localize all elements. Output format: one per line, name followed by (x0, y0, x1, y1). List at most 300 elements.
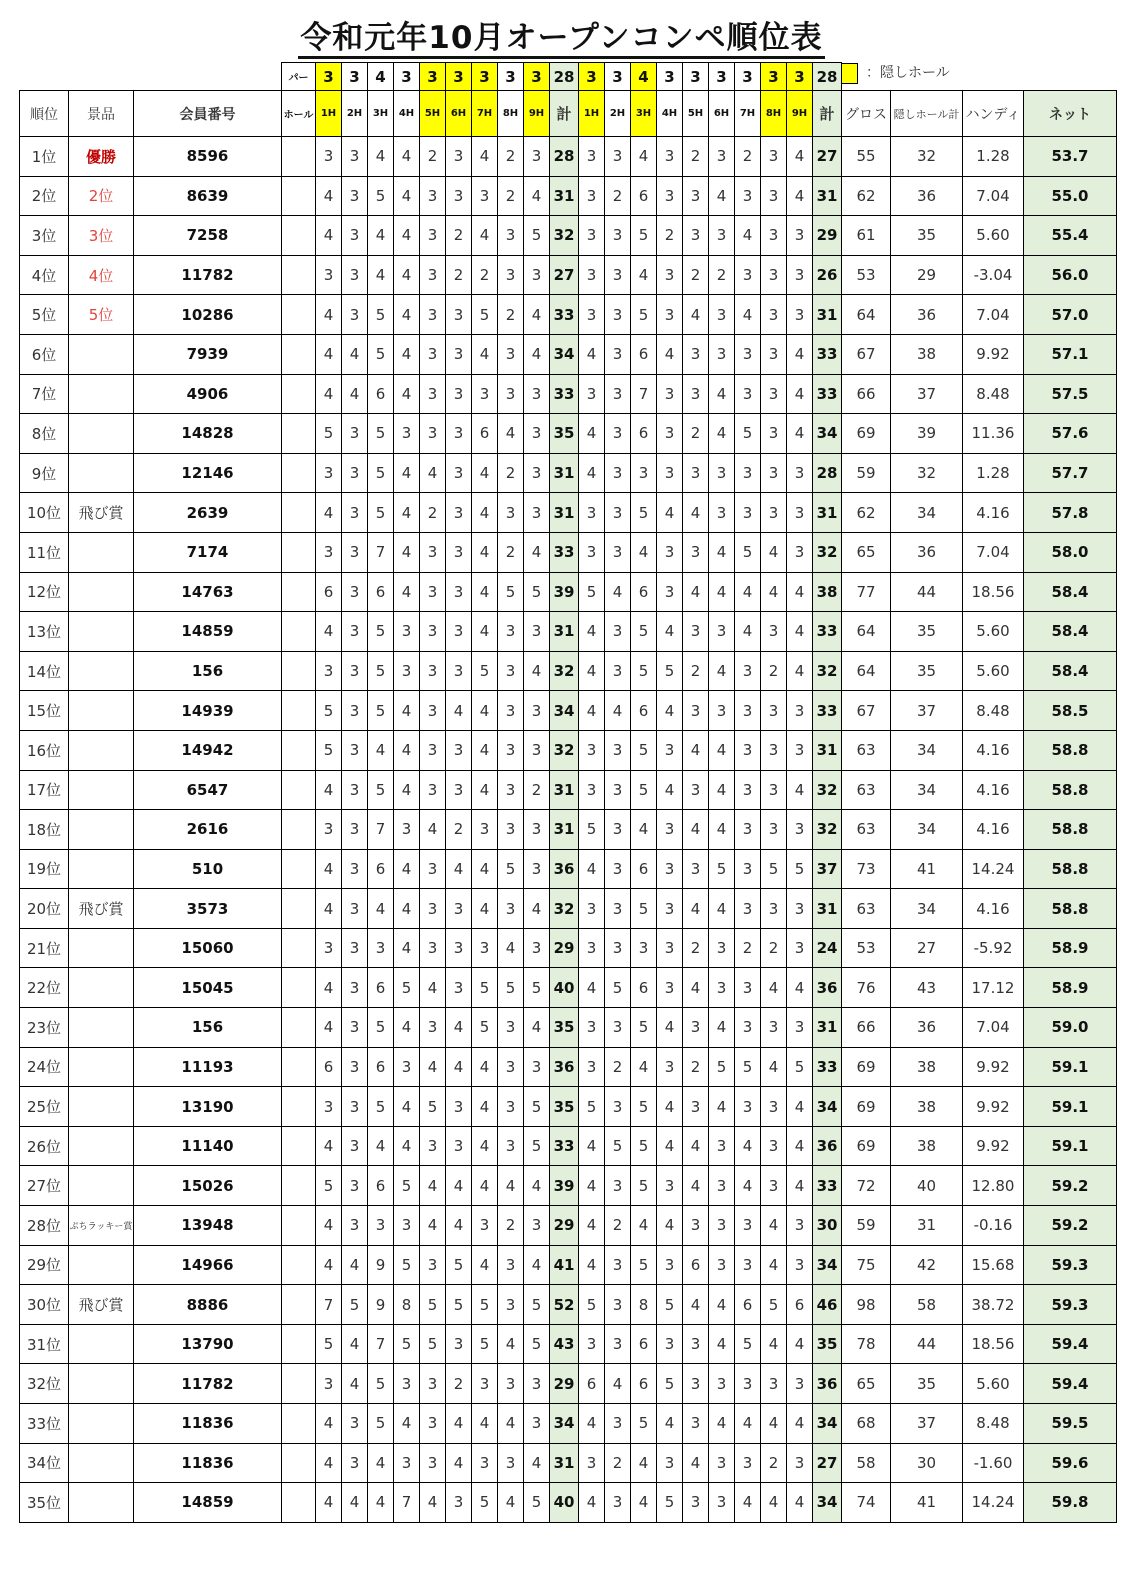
net-cell: 59.6 (1024, 1443, 1117, 1483)
front-score-cell: 3 (420, 691, 446, 731)
front-score-cell: 6 (368, 1047, 394, 1087)
front-score-cell: 5 (524, 1126, 550, 1166)
back-score-cell: 3 (761, 493, 787, 533)
member-number-cell: 13948 (134, 1206, 282, 1246)
front-score-cell: 5 (368, 1087, 394, 1127)
back-score-cell: 4 (579, 1206, 605, 1246)
gross-cell: 69 (842, 1126, 891, 1166)
back-score-cell: 3 (787, 1245, 813, 1285)
member-number-cell: 14828 (134, 414, 282, 454)
hidden-total-cell: 27 (891, 928, 963, 968)
back-score-cell: 5 (579, 572, 605, 612)
prize-cell: 飛び賞 (69, 493, 134, 533)
prize-cell (69, 691, 134, 731)
front-score-cell: 3 (524, 691, 550, 731)
gross-cell: 74 (842, 1483, 891, 1523)
par-back-6: 3 (709, 63, 735, 91)
par-front-8: 3 (498, 63, 524, 91)
back-score-cell: 4 (657, 1087, 683, 1127)
prize-cell: 3位 (69, 216, 134, 256)
table-row (20, 414, 1117, 454)
front-score-cell: 4 (316, 493, 342, 533)
front-score-cell: 3 (524, 1206, 550, 1246)
back-score-cell: 4 (787, 770, 813, 810)
front-score-cell: 3 (394, 1206, 420, 1246)
front-score-cell: 3 (420, 612, 446, 652)
gross-cell: 78 (842, 1324, 891, 1364)
front-score-cell: 4 (524, 1008, 550, 1048)
front-score-cell: 3 (498, 255, 524, 295)
back-score-cell: 4 (761, 1047, 787, 1087)
front-score-cell: 4 (498, 414, 524, 454)
front-score-cell: 3 (472, 176, 498, 216)
back-score-cell: 3 (605, 928, 631, 968)
front-score-cell: 4 (472, 453, 498, 493)
net-cell: 58.4 (1024, 612, 1117, 652)
net-cell: 58.4 (1024, 572, 1117, 612)
rank-cell: 13位 (20, 612, 69, 652)
front-score-cell: 4 (394, 691, 420, 731)
front-score-cell: 4 (498, 1324, 524, 1364)
member-number-cell: 8596 (134, 137, 282, 177)
blank-cell (282, 1443, 316, 1483)
back-score-cell: 3 (787, 1443, 813, 1483)
rank-cell: 20位 (20, 889, 69, 929)
back-score-cell: 2 (735, 137, 761, 177)
front-score-cell: 4 (446, 691, 472, 731)
front-score-cell: 4 (368, 889, 394, 929)
front-score-cell: 4 (420, 968, 446, 1008)
member-number-cell: 14942 (134, 730, 282, 770)
gross-cell: 63 (842, 810, 891, 850)
back-score-cell: 3 (683, 1087, 709, 1127)
back-score-cell: 3 (787, 453, 813, 493)
handicap-cell: 5.60 (963, 1364, 1024, 1404)
blank-cell (282, 612, 316, 652)
prize-cell (69, 651, 134, 691)
front-score-cell: 3 (342, 928, 368, 968)
front-score-cell: 5 (524, 216, 550, 256)
out-total-cell: 36 (550, 1047, 579, 1087)
handicap-cell: 12.80 (963, 1166, 1024, 1206)
front-score-cell: 3 (524, 928, 550, 968)
back-score-cell: 4 (683, 810, 709, 850)
in-total-cell: 31 (813, 295, 842, 335)
rank-cell: 4位 (20, 255, 69, 295)
front-score-cell: 3 (472, 1364, 498, 1404)
hidden-total-cell: 44 (891, 1324, 963, 1364)
net-cell: 59.1 (1024, 1047, 1117, 1087)
hidden-total-cell: 34 (891, 810, 963, 850)
back-score-cell: 4 (631, 1047, 657, 1087)
header-prize: 景品 (69, 91, 134, 137)
header-front-hole-1: 1H (316, 91, 342, 137)
hidden-total-cell: 35 (891, 612, 963, 652)
front-score-cell: 5 (368, 612, 394, 652)
back-score-cell: 3 (761, 334, 787, 374)
back-score-cell: 3 (709, 453, 735, 493)
back-score-cell: 6 (631, 1364, 657, 1404)
header-back-hole-1: 1H (579, 91, 605, 137)
in-total-cell: 31 (813, 889, 842, 929)
back-score-cell: 3 (709, 1126, 735, 1166)
front-score-cell: 3 (342, 1166, 368, 1206)
front-score-cell: 6 (368, 374, 394, 414)
back-score-cell: 3 (735, 651, 761, 691)
prize-cell (69, 730, 134, 770)
back-score-cell: 4 (709, 1404, 735, 1444)
handicap-cell: 4.16 (963, 889, 1024, 929)
back-score-cell: 4 (579, 334, 605, 374)
front-score-cell: 4 (472, 612, 498, 652)
front-score-cell: 2 (420, 493, 446, 533)
in-total-cell: 33 (813, 374, 842, 414)
back-score-cell: 4 (761, 1206, 787, 1246)
hidden-total-cell: 36 (891, 295, 963, 335)
back-score-cell: 3 (761, 730, 787, 770)
back-score-cell: 3 (761, 612, 787, 652)
back-score-cell: 3 (683, 1008, 709, 1048)
back-score-cell: 3 (579, 1008, 605, 1048)
front-score-cell: 5 (368, 691, 394, 731)
front-score-cell: 5 (368, 770, 394, 810)
blank-cell (282, 810, 316, 850)
in-total-cell: 30 (813, 1206, 842, 1246)
rank-cell: 8位 (20, 414, 69, 454)
rank-cell: 31位 (20, 1324, 69, 1364)
rank-cell: 29位 (20, 1245, 69, 1285)
front-score-cell: 4 (368, 216, 394, 256)
out-total-cell: 33 (550, 374, 579, 414)
back-score-cell: 2 (605, 1047, 631, 1087)
rank-cell: 33位 (20, 1404, 69, 1444)
front-score-cell: 4 (394, 176, 420, 216)
back-score-cell: 4 (683, 968, 709, 1008)
net-cell: 59.0 (1024, 1008, 1117, 1048)
front-score-cell: 5 (524, 1324, 550, 1364)
back-score-cell: 3 (579, 730, 605, 770)
front-score-cell: 4 (498, 1483, 524, 1523)
front-score-cell: 4 (472, 1245, 498, 1285)
in-total-cell: 33 (813, 334, 842, 374)
front-score-cell: 4 (316, 849, 342, 889)
member-number-cell: 4906 (134, 374, 282, 414)
blank-cell (282, 1364, 316, 1404)
front-score-cell: 4 (394, 1126, 420, 1166)
member-number-cell: 14966 (134, 1245, 282, 1285)
member-number-cell: 7174 (134, 532, 282, 572)
back-score-cell: 3 (605, 849, 631, 889)
back-score-cell: 3 (579, 216, 605, 256)
back-score-cell: 3 (761, 374, 787, 414)
front-score-cell: 4 (446, 1443, 472, 1483)
back-score-cell: 2 (761, 1443, 787, 1483)
handicap-cell: 4.16 (963, 730, 1024, 770)
front-score-cell: 4 (316, 612, 342, 652)
handicap-cell: 9.92 (963, 1087, 1024, 1127)
member-number-cell: 3573 (134, 889, 282, 929)
front-score-cell: 3 (420, 849, 446, 889)
back-score-cell: 3 (605, 1324, 631, 1364)
back-score-cell: 5 (631, 493, 657, 533)
front-score-cell: 5 (420, 1087, 446, 1127)
front-score-cell: 4 (394, 295, 420, 335)
front-score-cell: 3 (498, 889, 524, 929)
back-score-cell: 5 (631, 1087, 657, 1127)
front-score-cell: 5 (498, 968, 524, 1008)
prize-cell (69, 414, 134, 454)
table-row (20, 691, 1117, 731)
table-row (20, 216, 1117, 256)
back-score-cell: 3 (787, 889, 813, 929)
out-total-cell: 34 (550, 1404, 579, 1444)
front-score-cell: 4 (316, 334, 342, 374)
out-total-cell: 34 (550, 334, 579, 374)
rank-cell: 3位 (20, 216, 69, 256)
back-score-cell: 3 (787, 730, 813, 770)
back-score-cell: 6 (631, 968, 657, 1008)
back-score-cell: 5 (735, 1047, 761, 1087)
front-score-cell: 3 (394, 612, 420, 652)
prize-cell (69, 1324, 134, 1364)
back-score-cell: 3 (657, 374, 683, 414)
front-score-cell: 3 (342, 691, 368, 731)
back-score-cell: 3 (709, 295, 735, 335)
back-score-cell: 4 (787, 651, 813, 691)
prize-cell (69, 1087, 134, 1127)
front-score-cell: 4 (394, 849, 420, 889)
net-cell: 58.9 (1024, 968, 1117, 1008)
front-score-cell: 5 (472, 295, 498, 335)
prize-cell (69, 770, 134, 810)
back-score-cell: 4 (709, 770, 735, 810)
front-score-cell: 4 (394, 770, 420, 810)
hidden-total-cell: 34 (891, 493, 963, 533)
table-row (20, 295, 1117, 335)
net-cell: 58.8 (1024, 889, 1117, 929)
hidden-total-cell: 34 (891, 730, 963, 770)
in-total-cell: 32 (813, 770, 842, 810)
member-number-cell: 6547 (134, 770, 282, 810)
back-score-cell: 3 (657, 968, 683, 1008)
back-score-cell: 3 (605, 730, 631, 770)
front-score-cell: 4 (368, 1483, 394, 1523)
back-score-cell: 3 (761, 453, 787, 493)
out-total-cell: 32 (550, 730, 579, 770)
table-row (20, 255, 1117, 295)
front-score-cell: 4 (472, 137, 498, 177)
back-score-cell: 4 (787, 374, 813, 414)
blank-cell (20, 63, 69, 91)
back-score-cell: 2 (761, 651, 787, 691)
front-score-cell: 4 (316, 216, 342, 256)
back-score-cell: 5 (761, 1285, 787, 1325)
handicap-cell: 8.48 (963, 691, 1024, 731)
back-score-cell: 6 (787, 1285, 813, 1325)
front-score-cell: 4 (446, 1404, 472, 1444)
back-score-cell: 3 (683, 1364, 709, 1404)
member-number-cell: 8886 (134, 1285, 282, 1325)
back-score-cell: 3 (657, 255, 683, 295)
back-score-cell: 3 (709, 334, 735, 374)
back-score-cell: 4 (787, 1483, 813, 1523)
back-score-cell: 4 (787, 414, 813, 454)
front-score-cell: 3 (446, 1483, 472, 1523)
back-score-cell: 4 (709, 810, 735, 850)
table-row (20, 889, 1117, 929)
blank-cell (282, 255, 316, 295)
back-score-cell: 3 (787, 493, 813, 533)
back-score-cell: 3 (631, 453, 657, 493)
rank-cell: 18位 (20, 810, 69, 850)
front-score-cell: 3 (524, 1047, 550, 1087)
rank-cell: 35位 (20, 1483, 69, 1523)
front-score-cell: 7 (394, 1483, 420, 1523)
back-score-cell: 4 (605, 1364, 631, 1404)
back-score-cell: 3 (735, 1245, 761, 1285)
back-score-cell: 4 (787, 968, 813, 1008)
prize-cell (69, 1008, 134, 1048)
front-score-cell: 5 (368, 453, 394, 493)
back-score-cell: 2 (683, 414, 709, 454)
hidden-total-cell: 30 (891, 1443, 963, 1483)
hidden-total-cell: 39 (891, 414, 963, 454)
back-score-cell: 3 (605, 295, 631, 335)
front-score-cell: 3 (446, 532, 472, 572)
out-total-cell: 28 (550, 137, 579, 177)
back-score-cell: 3 (579, 493, 605, 533)
back-score-cell: 3 (605, 493, 631, 533)
back-score-cell: 4 (709, 176, 735, 216)
back-score-cell: 3 (735, 493, 761, 533)
blank-cell (282, 1008, 316, 1048)
table-row (20, 532, 1117, 572)
front-score-cell: 5 (368, 1404, 394, 1444)
member-number-cell: 13790 (134, 1324, 282, 1364)
rank-cell: 19位 (20, 849, 69, 889)
handicap-cell: 15.68 (963, 1245, 1024, 1285)
handicap-cell: 9.92 (963, 1126, 1024, 1166)
net-cell: 58.5 (1024, 691, 1117, 731)
gross-cell: 63 (842, 889, 891, 929)
member-number-cell: 11836 (134, 1404, 282, 1444)
back-score-cell: 4 (631, 137, 657, 177)
back-score-cell: 3 (735, 849, 761, 889)
handicap-cell: 4.16 (963, 493, 1024, 533)
front-score-cell: 3 (472, 374, 498, 414)
gross-cell: 67 (842, 691, 891, 731)
front-score-cell: 4 (394, 374, 420, 414)
net-cell: 55.0 (1024, 176, 1117, 216)
handicap-cell: 7.04 (963, 1008, 1024, 1048)
front-score-cell: 3 (498, 1364, 524, 1404)
front-score-cell: 4 (524, 334, 550, 374)
back-score-cell: 3 (735, 691, 761, 731)
back-score-cell: 5 (657, 651, 683, 691)
front-score-cell: 3 (524, 730, 550, 770)
back-score-cell: 3 (787, 1206, 813, 1246)
front-score-cell: 7 (368, 532, 394, 572)
front-score-cell: 3 (446, 651, 472, 691)
front-score-cell: 3 (342, 1008, 368, 1048)
front-score-cell: 3 (446, 1324, 472, 1364)
front-score-cell: 9 (368, 1245, 394, 1285)
out-total-cell: 31 (550, 176, 579, 216)
back-score-cell: 3 (683, 374, 709, 414)
par-front-3: 4 (368, 63, 394, 91)
rank-cell: 10位 (20, 493, 69, 533)
out-total-cell: 35 (550, 414, 579, 454)
gross-cell: 59 (842, 453, 891, 493)
handicap-cell: -1.60 (963, 1443, 1024, 1483)
back-score-cell: 5 (631, 730, 657, 770)
front-score-cell: 5 (420, 1324, 446, 1364)
front-score-cell: 2 (446, 255, 472, 295)
back-score-cell: 2 (761, 928, 787, 968)
front-score-cell: 4 (524, 295, 550, 335)
hidden-total-cell: 41 (891, 849, 963, 889)
back-score-cell: 3 (787, 255, 813, 295)
front-score-cell: 4 (316, 770, 342, 810)
back-score-cell: 4 (631, 255, 657, 295)
par-out-total: 28 (550, 63, 579, 91)
in-total-cell: 31 (813, 730, 842, 770)
member-number-cell: 10286 (134, 295, 282, 335)
front-score-cell: 3 (368, 928, 394, 968)
front-score-cell: 4 (524, 651, 550, 691)
back-score-cell: 3 (761, 889, 787, 929)
par-back-2: 3 (605, 63, 631, 91)
table-row (20, 1008, 1117, 1048)
net-cell: 59.2 (1024, 1206, 1117, 1246)
back-score-cell: 3 (605, 770, 631, 810)
back-score-cell: 4 (735, 1404, 761, 1444)
par-back-5: 3 (683, 63, 709, 91)
gross-cell: 53 (842, 255, 891, 295)
front-score-cell: 5 (316, 1166, 342, 1206)
blank-cell (282, 414, 316, 454)
rank-cell: 25位 (20, 1087, 69, 1127)
front-score-cell: 3 (446, 374, 472, 414)
back-score-cell: 3 (657, 1166, 683, 1206)
par-row (20, 63, 1117, 91)
gross-cell: 65 (842, 1364, 891, 1404)
header-front-hole-3: 3H (368, 91, 394, 137)
front-score-cell: 4 (446, 1206, 472, 1246)
front-score-cell: 5 (446, 1285, 472, 1325)
member-number-cell: 11782 (134, 255, 282, 295)
back-score-cell: 5 (605, 968, 631, 1008)
front-score-cell: 3 (446, 493, 472, 533)
back-score-cell: 6 (631, 849, 657, 889)
back-score-cell: 4 (683, 1126, 709, 1166)
front-score-cell: 3 (316, 453, 342, 493)
back-score-cell: 5 (579, 1285, 605, 1325)
net-cell: 58.8 (1024, 770, 1117, 810)
blank-cell (282, 928, 316, 968)
front-score-cell: 3 (316, 255, 342, 295)
back-score-cell: 4 (735, 1126, 761, 1166)
back-score-cell: 4 (709, 572, 735, 612)
front-score-cell: 3 (342, 849, 368, 889)
par-back-1: 3 (579, 63, 605, 91)
front-score-cell: 4 (394, 216, 420, 256)
net-cell: 59.3 (1024, 1285, 1117, 1325)
back-score-cell: 4 (631, 1443, 657, 1483)
hidden-total-cell: 36 (891, 532, 963, 572)
back-score-cell: 3 (787, 295, 813, 335)
back-score-cell: 3 (605, 889, 631, 929)
